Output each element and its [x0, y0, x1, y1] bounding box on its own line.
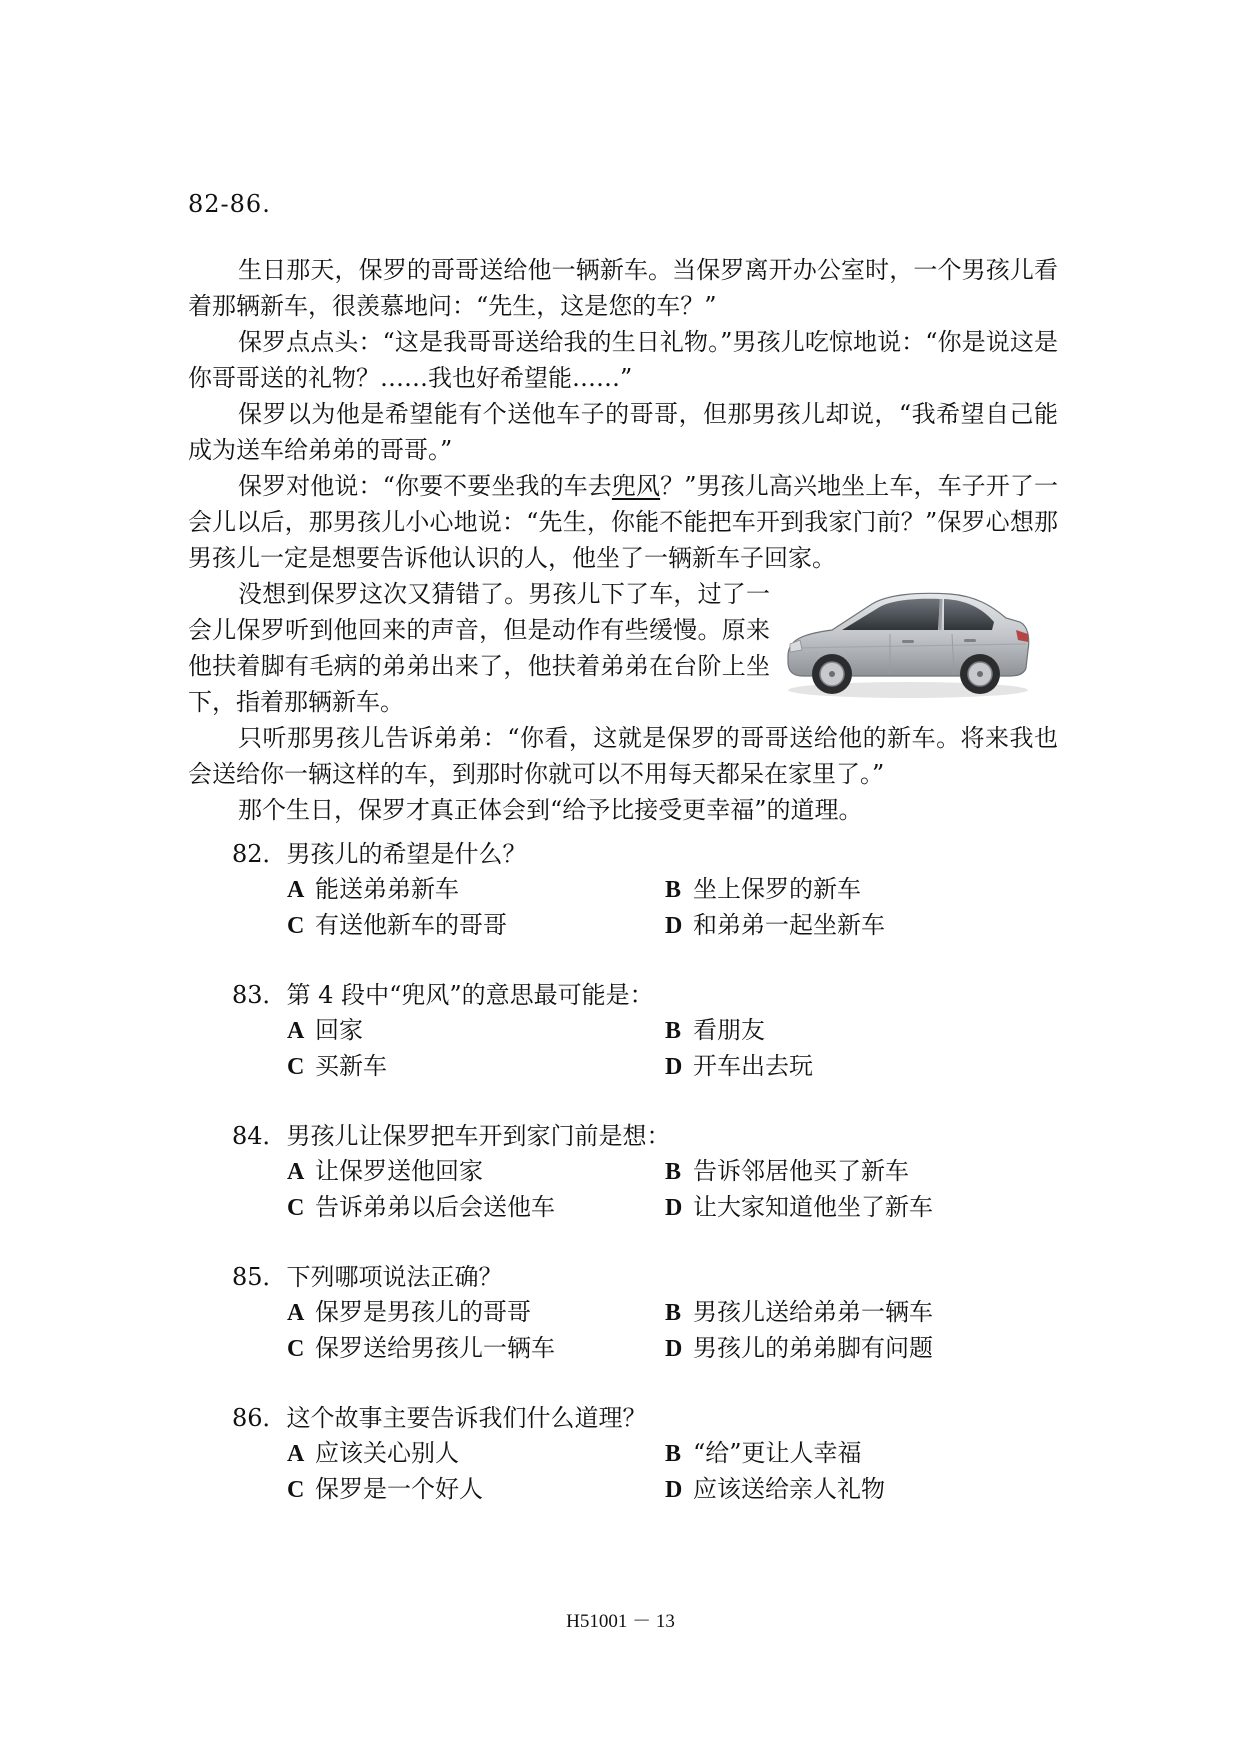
option-grid — [287, 1436, 1052, 1508]
option-a[interactable] — [287, 1295, 665, 1331]
option-letter: D — [665, 1336, 683, 1362]
reading-passage — [188, 252, 1058, 828]
option-text: 男孩儿送给弟弟一辆车 — [693, 1298, 933, 1326]
option-letter: B — [665, 1441, 682, 1467]
option-letter: D — [665, 1054, 683, 1080]
page-footer: H51001 － 13 — [566, 1611, 675, 1632]
question-82 — [232, 836, 1052, 944]
option-b[interactable] — [665, 1436, 1095, 1472]
option-letter: C — [287, 1054, 305, 1080]
option-letter: A — [287, 1018, 305, 1044]
question-stem: 83．第 4 段中“兜风”的意思最可能是： — [232, 981, 654, 1009]
option-a[interactable] — [287, 1436, 665, 1472]
option-d[interactable] — [665, 1190, 1095, 1226]
option-text: 有送他新车的哥哥 — [315, 911, 507, 939]
question-86 — [232, 1400, 1052, 1508]
option-text: 和弟弟一起坐新车 — [693, 911, 885, 939]
option-text: 应该送给亲人礼物 — [693, 1475, 885, 1503]
p4-text-before: 保罗对他说：“你要不要坐我的车去 — [238, 472, 612, 500]
option-letter: A — [287, 1441, 305, 1467]
option-letter: D — [665, 913, 683, 939]
option-b[interactable] — [665, 1295, 1095, 1331]
question-83 — [232, 977, 1052, 1085]
passage-paragraph-7: 那个生日，保罗才真正体会到“给予比接受更幸福”的道理。 — [238, 796, 863, 824]
option-text: 坐上保罗的新车 — [693, 875, 861, 903]
p4-text-after: ？”男孩儿高兴地坐上车，车子开了一会儿以后，那男孩儿小心地说：“先生，你能不能把车开到我家门前？”保罗心想那男孩儿一定是想要告诉他认识的人，他坐了一辆新车子回家。 — [188, 472, 1058, 572]
option-letter: B — [665, 1159, 682, 1185]
option-text: 让保罗送他回家 — [315, 1157, 483, 1185]
question-stem: 86．这个故事主要告诉我们什么道理？ — [232, 1404, 647, 1432]
option-c[interactable] — [287, 1472, 665, 1508]
option-d[interactable] — [665, 1472, 1095, 1508]
option-letter: D — [665, 1477, 683, 1503]
section-label: 82-86. — [188, 190, 271, 218]
question-85 — [232, 1259, 1052, 1367]
option-text: 回家 — [315, 1016, 363, 1044]
question-stem: 85．下列哪项说法正确？ — [232, 1263, 503, 1291]
passage-paragraph-5: 没想到保罗这次又猜错了。男孩儿下了车，过了一会儿保罗听到他回来的声音，但是动作有些缓慢。原来他扶着脚有毛病的弟弟出来了，他扶着弟弟在台阶上坐下，指着那辆新车。 — [188, 580, 770, 716]
option-c[interactable] — [287, 1331, 665, 1367]
option-letter: B — [665, 877, 682, 903]
option-text: 买新车 — [315, 1052, 387, 1080]
passage-paragraph-2: 保罗点点头：“这是我哥哥送给我的生日礼物。”男孩儿吃惊地说：“你是说这是你哥哥送的礼物？……我也好希望能……” — [188, 328, 1058, 392]
option-a[interactable] — [287, 1013, 665, 1049]
option-b[interactable] — [665, 1154, 1095, 1190]
option-b[interactable] — [665, 1013, 1095, 1049]
option-text: 保罗是男孩儿的哥哥 — [315, 1298, 531, 1326]
option-letter: D — [665, 1195, 683, 1221]
option-text: 让大家知道他坐了新车 — [693, 1193, 933, 1221]
option-text: 保罗是一个好人 — [315, 1475, 483, 1503]
option-d[interactable] — [665, 1049, 1095, 1085]
question-list — [232, 836, 1052, 1541]
option-grid — [287, 1154, 1052, 1226]
passage-paragraph-1: 生日那天，保罗的哥哥送给他一辆新车。当保罗离开办公室时，一个男孩儿看着那辆新车，很羡慕地问：“先生，这是您的车？” — [188, 256, 1058, 320]
option-c[interactable] — [287, 908, 665, 944]
option-letter: C — [287, 913, 305, 939]
option-letter: C — [287, 1336, 305, 1362]
option-letter: B — [665, 1300, 682, 1326]
option-text: 能送弟弟新车 — [315, 875, 459, 903]
option-text: “给”更让人幸福 — [693, 1439, 862, 1467]
question-84 — [232, 1118, 1052, 1226]
option-grid — [287, 872, 1052, 944]
option-text: 应该关心别人 — [315, 1439, 459, 1467]
option-letter: A — [287, 1300, 305, 1326]
option-text: 男孩儿的弟弟脚有问题 — [693, 1334, 933, 1362]
option-letter: C — [287, 1195, 305, 1221]
question-stem: 82．男孩儿的希望是什么？ — [232, 840, 527, 868]
option-text: 开车出去玩 — [693, 1052, 813, 1080]
option-c[interactable] — [287, 1049, 665, 1085]
paragraph-with-figure — [188, 576, 1058, 720]
option-b[interactable] — [665, 872, 1095, 908]
option-grid — [287, 1013, 1052, 1085]
option-d[interactable] — [665, 908, 1095, 944]
underlined-word: 兜风 — [611, 472, 661, 500]
option-text: 告诉弟弟以后会送他车 — [315, 1193, 555, 1221]
passage-paragraph-4 — [188, 468, 1058, 576]
option-c[interactable] — [287, 1190, 665, 1226]
option-letter: B — [665, 1018, 682, 1044]
passage-paragraph-6: 只听那男孩儿告诉弟弟：“你看，这就是保罗的哥哥送给他的新车。将来我也会送给你一辆这样的车，到那时你就可以不用每天都呆在家里了。” — [188, 724, 1058, 788]
option-letter: A — [287, 877, 305, 903]
question-stem: 84．男孩儿让保罗把车开到家门前是想： — [232, 1122, 671, 1150]
option-d[interactable] — [665, 1331, 1095, 1367]
option-grid — [287, 1295, 1052, 1367]
option-a[interactable] — [287, 1154, 665, 1190]
option-text: 告诉邻居他买了新车 — [693, 1157, 909, 1185]
option-letter: A — [287, 1159, 305, 1185]
option-a[interactable] — [287, 872, 665, 908]
option-letter: C — [287, 1477, 305, 1503]
option-text: 保罗送给男孩儿一辆车 — [315, 1334, 555, 1362]
silver-sedan-car-icon — [780, 578, 1032, 704]
passage-paragraph-3: 保罗以为他是希望能有个送他车子的哥哥，但那男孩儿却说，“我希望自己能成为送车给弟弟的哥哥。” — [188, 400, 1058, 464]
option-text: 看朋友 — [693, 1016, 765, 1044]
